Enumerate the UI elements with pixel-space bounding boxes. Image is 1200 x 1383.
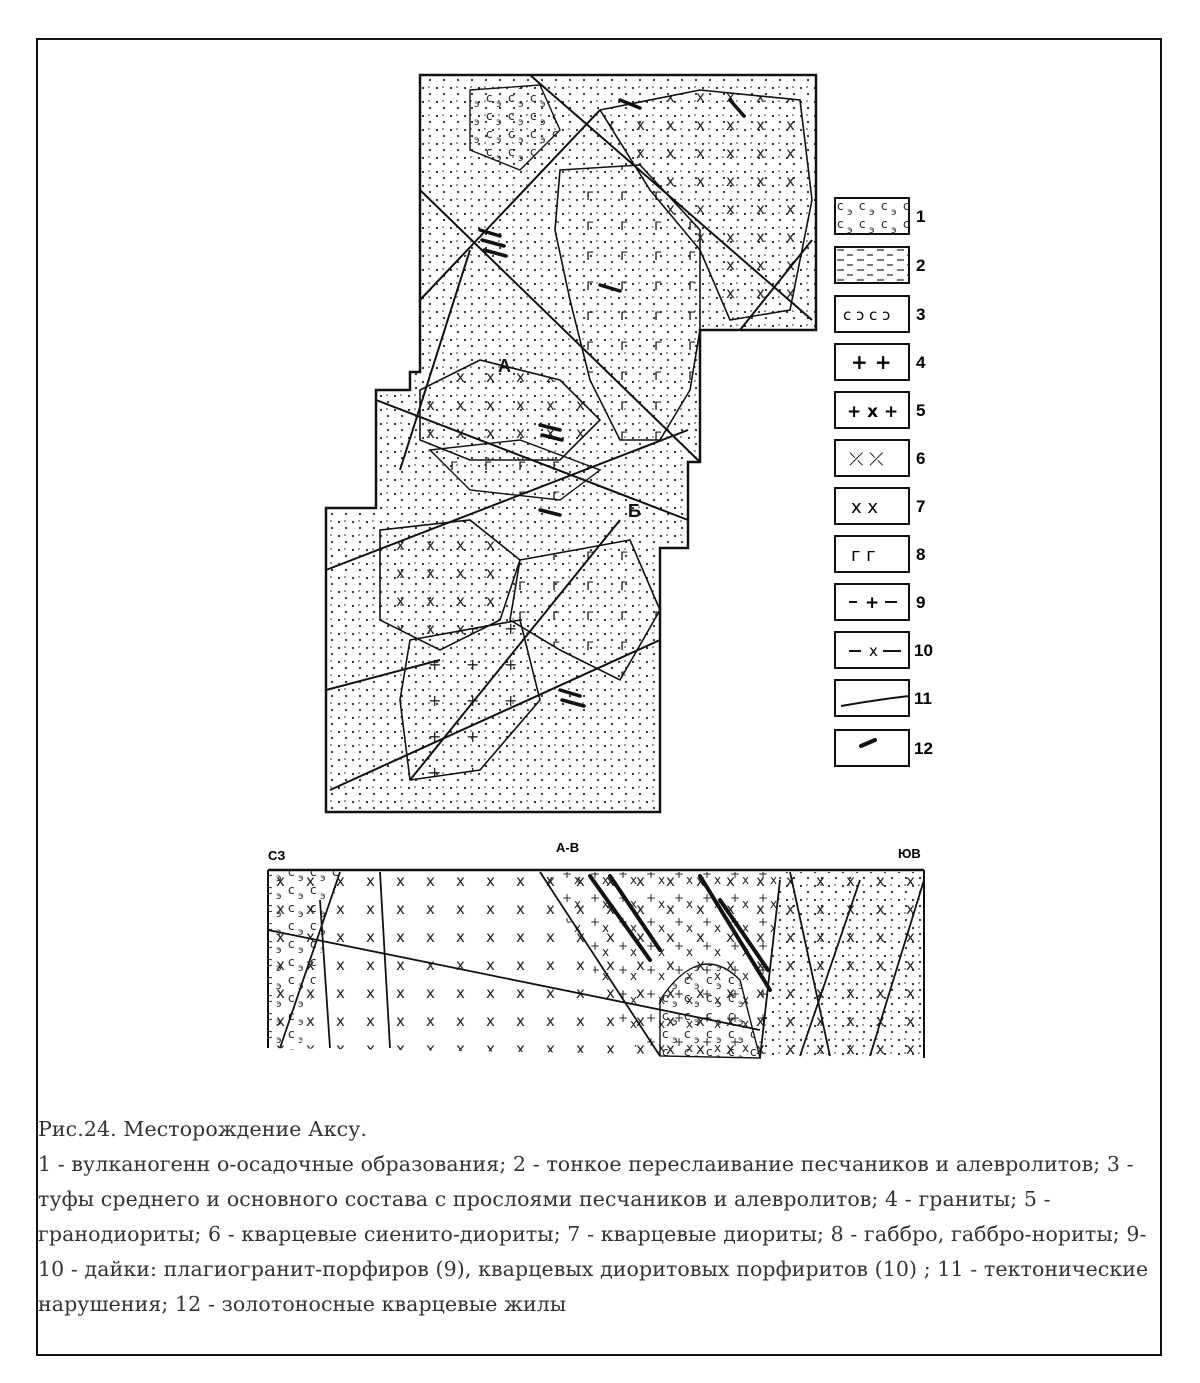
- section-center-label: А-В: [556, 840, 580, 855]
- svg-text:⤫ ⤫: ⤫ ⤫: [849, 449, 884, 470]
- geological-map: [326, 75, 816, 812]
- legend-label-8: 8: [916, 545, 926, 564]
- legend-box-7: [835, 488, 909, 524]
- point-b-label: Б: [628, 501, 641, 521]
- caption-body: 1 - вулканогенн о-осадочные образования; 2 - тонкое переслаивание песчаников и алевролитов; 3 - туфы среднего и основного состава с прослоями песчаников и алевролитов; 4 - граниты; 5 - гранодиориты; 6 - кварцевые сиенито-диориты; 7 - кварцевые диориты; 8 - габбро, габбро-нориты; 9-10 - дайки: плагиогранит-порфиров (9), кварцевых диоритовых порфиритов (10) ; 11 - тектонические нарушения; 12 - золотоносные кварцевые жилы: [38, 1152, 1149, 1316]
- legend-label-7: 7: [916, 497, 926, 516]
- svg-text:г г: г г: [851, 545, 876, 566]
- svg-text:c ɔ c ɔ: c ɔ c ɔ: [843, 306, 891, 324]
- section-left-label: СЗ: [268, 848, 286, 863]
- legend-box-11: [835, 680, 909, 716]
- legend-box-4: [835, 344, 909, 380]
- legend-box-5: [835, 392, 909, 428]
- point-a-label: А: [498, 356, 511, 376]
- legend-box-2: [835, 247, 909, 283]
- figure-caption: [38, 1112, 1160, 1322]
- legend-label-5: 5: [916, 401, 926, 420]
- cross-section: [268, 840, 924, 1058]
- legend-box-12: [835, 730, 909, 766]
- section-right-label: ЮВ: [898, 846, 921, 861]
- legend-label-12: 12: [914, 739, 933, 758]
- caption-title: Рис.24. Месторождение Аксу.: [38, 1117, 368, 1141]
- legend-label-2: 2: [916, 256, 926, 275]
- legend-label-3: 3: [916, 305, 926, 324]
- legend: [835, 198, 933, 766]
- section-sediments-right: [760, 872, 924, 1058]
- svg-text:x x: x x: [851, 497, 879, 518]
- legend-box-1: [835, 198, 909, 234]
- legend-label-4: 4: [916, 353, 926, 372]
- legend-box-10: [835, 632, 909, 668]
- svg-text:+: +: [865, 593, 880, 613]
- legend-label-6: 6: [916, 449, 926, 468]
- legend-label-10: 10: [914, 641, 933, 660]
- legend-box-3: [835, 296, 909, 332]
- legend-box-9: [835, 584, 909, 620]
- svg-text:+ +: + +: [851, 350, 892, 374]
- legend-label-11: 11: [914, 689, 932, 708]
- legend-label-9: 9: [916, 593, 926, 612]
- legend-label-1: 1: [916, 207, 926, 226]
- svg-text:+ x +: + x +: [847, 402, 899, 422]
- legend-box-8: [835, 536, 909, 572]
- legend-box-6: [835, 440, 909, 476]
- svg-text:x: x: [869, 642, 878, 660]
